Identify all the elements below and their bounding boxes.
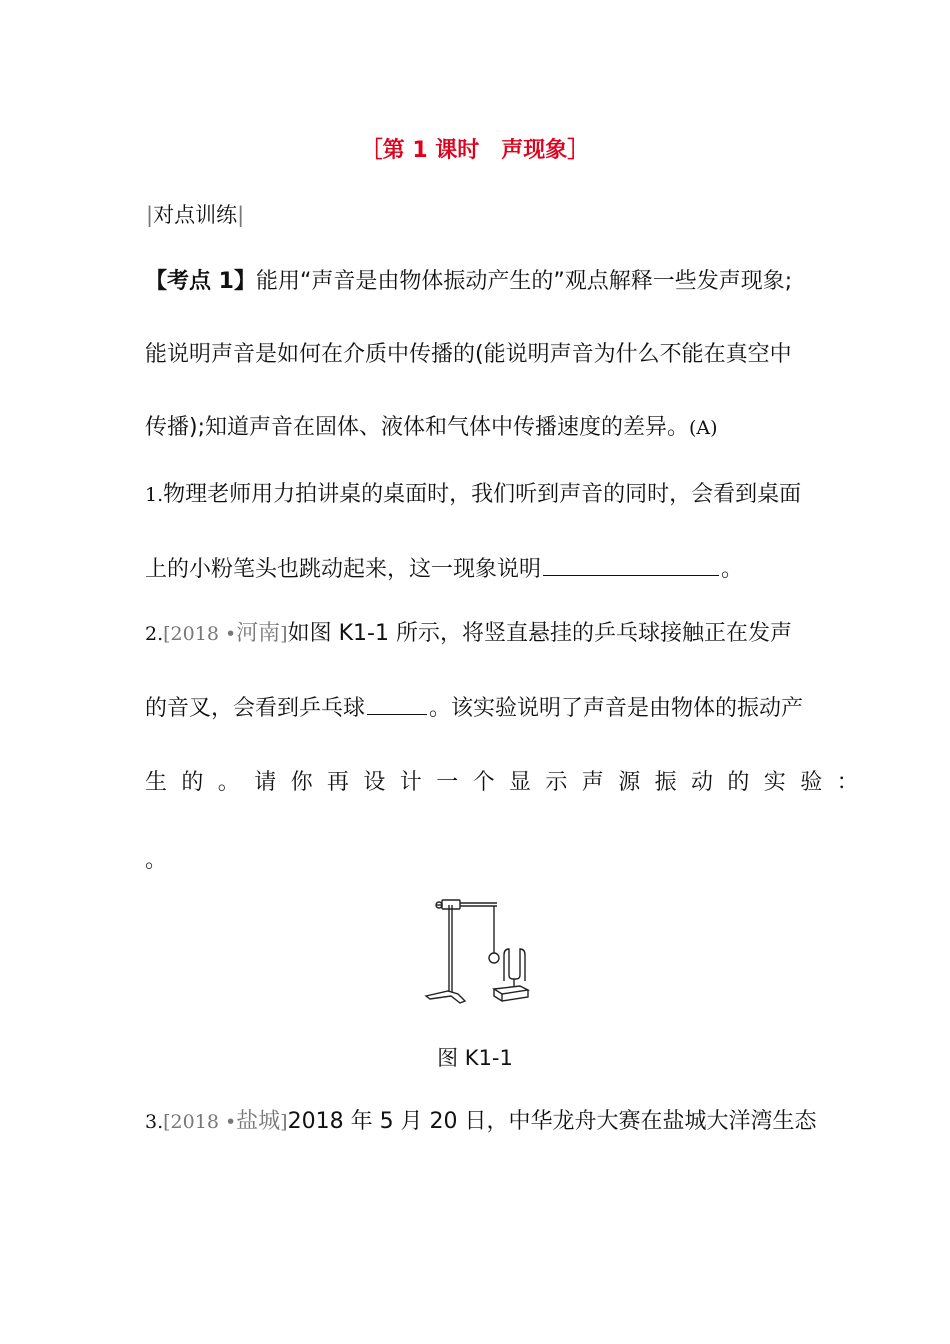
figure-caption: 图 K1-1: [437, 1046, 513, 1070]
question-2-line-4: 。: [145, 848, 168, 873]
question-1-text: 物理老师用力拍讲桌的桌面时，我们听到声音的同时，会看到桌面: [163, 482, 802, 507]
question-1-line-1: [145, 480, 801, 510]
question-2-source-name: 河南: [236, 621, 281, 646]
section-bar-right: |: [237, 203, 245, 227]
question-2-text-2a: 的音叉，会看到乒乓球: [145, 696, 366, 721]
page-title: ［第 1 课时 声现象］: [360, 138, 590, 163]
kaodian-line-1-text: 能用“声音是由物体振动产生的”观点解释一些发声现象;: [255, 269, 793, 294]
question-2-line-2: [145, 692, 803, 724]
kaodian-line-3: [145, 413, 718, 443]
pendulum-tuning-fork-illustration: [418, 893, 530, 1005]
kaodian-level: (A): [689, 417, 718, 439]
question-2-source-open: [2018 •: [163, 623, 237, 645]
question-2-text: 如图 K1-1 所示，将竖直悬挂的乒乓球接触正在发声: [287, 621, 792, 646]
question-2-number: 2.: [145, 623, 164, 645]
question-2-text-2b: 。该实验说明了声音是由物体的振动产: [429, 696, 804, 721]
section-label: [146, 200, 244, 230]
question-3-number: 3.: [145, 1111, 164, 1133]
kaodian-line-3-text: 传播);知道声音在固体、液体和气体中传播速度的差异。: [145, 415, 689, 440]
question-1-period: 。: [721, 557, 744, 582]
question-2-line-3: 生的。请你再设计一个显示声源振动的实验：: [145, 770, 874, 795]
kaodian-head: 【考点 1】: [145, 269, 256, 294]
question-2-source-close: ]: [280, 623, 288, 645]
kaodian-line-2: 能说明声音是如何在介质中传播的(能说明声音为什么不能在真空中: [145, 342, 792, 367]
answer-blank-2[interactable]: [367, 692, 427, 715]
question-1-text-2: 上的小粉笔头也跳动起来，这一现象说明: [145, 557, 542, 582]
question-1-number: 1.: [145, 484, 164, 506]
question-1-line-2: [145, 553, 743, 585]
question-2-line-1: [145, 619, 792, 649]
question-3-text: 2018 年 5 月 20 日，中华龙舟大赛在盐城大洋湾生态: [287, 1109, 817, 1134]
kaodian-line-1: [145, 267, 792, 297]
section-bar-left: |: [146, 203, 154, 227]
question-3-source-name: 盐城: [236, 1109, 281, 1134]
question-3-line-1: [145, 1107, 817, 1137]
section-label-text: 对点训练: [153, 203, 238, 227]
question-3-source-open: [2018 •: [163, 1111, 237, 1133]
question-3-source-close: ]: [280, 1111, 288, 1133]
answer-blank-1[interactable]: [543, 553, 719, 576]
